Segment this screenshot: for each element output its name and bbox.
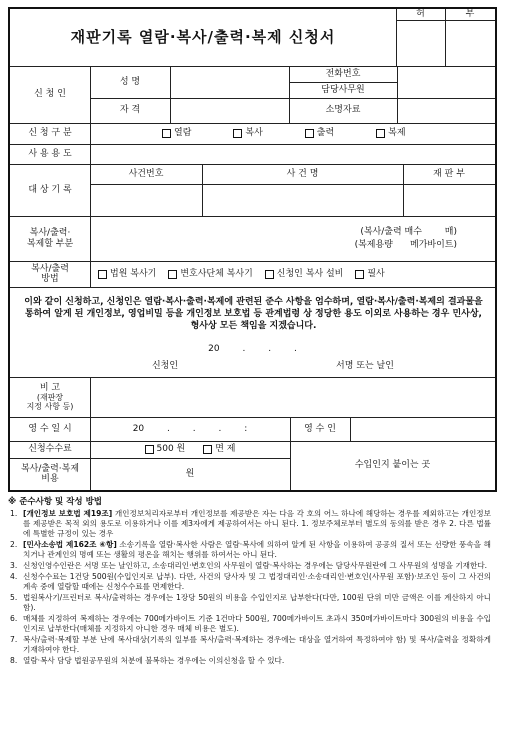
note-body: 복사/출력·복제할 부분 난에 복사대상(기록의 일부를 복사/출력·복제하는 경우에는 대상을 열거하여 특정하여야 함) 및 복사/출력을 정확하게 기재하여야 한다.: [23, 635, 491, 655]
purpose-label: 사 용 용 도: [28, 148, 72, 159]
checkbox-icon[interactable]: [305, 129, 314, 138]
fee-label: 신청수수료: [28, 444, 72, 455]
note-item: [8, 593, 497, 613]
judge-label: 재 판 부: [433, 168, 465, 179]
option-label: 변호사단체 복사기: [180, 268, 253, 279]
option-duplicate[interactable]: [376, 128, 405, 138]
note-body: 신청수수료는 1건당 500원(수입인지로 납부). 다만, 사건의 당사자 및 그 법정대리인·소송대리인·변호인(사무원 포함)·보조인 등이 그 사건의 계속 중에 열람할 때에는 신청수수료를 면제한다.: [23, 572, 491, 592]
note-number: 2.: [10, 540, 18, 550]
request-type-options: [162, 123, 492, 144]
recipient-field[interactable]: [350, 417, 495, 441]
notes-heading: ※ 준수사항 및 작성 방법: [8, 497, 103, 507]
checkbox-icon[interactable]: [168, 270, 177, 279]
approval-no-label: 부: [465, 9, 475, 20]
approval-yes-label: 허: [416, 9, 425, 20]
remarks-field[interactable]: [90, 377, 495, 417]
note-number: 7.: [10, 635, 18, 645]
declaration-text: 이와 같이 신청하고, 신청인은 열람·복사·출력·복제에 관련된 준수 사항을 엄수하며, 열람·복사/출력·복제의 결과물을 통하여 알게 된 개인정보, 영업비밀 등을 개인정보 보호법 등 관계법령 상 정당한 용도 이외로 사용하는 경우 민사상, 형사상 모든 책임을 지겠습니다.: [24, 297, 483, 332]
qualification-field[interactable]: [170, 98, 289, 123]
method-handwriting[interactable]: [355, 269, 384, 279]
signature-applicant-label: 신청인: [151, 360, 179, 371]
checkbox-icon[interactable]: [355, 270, 364, 279]
note-text: [23, 572, 497, 592]
fee-options: [90, 441, 290, 458]
note-tag: [민사소송법 제162조 ④항]: [23, 540, 117, 550]
phone-field[interactable]: [397, 66, 495, 98]
remarks-sub-line2: 지정 사항 등): [26, 402, 74, 412]
note-tag: [개인정보 보호법 제19조]: [23, 509, 113, 519]
method-bar-copier[interactable]: [168, 269, 252, 279]
option-label: 면 제: [215, 444, 236, 455]
clerk-label: 담당사무원: [321, 84, 365, 95]
option-label: 법원 복사기: [110, 268, 157, 279]
name-label: 성 명: [119, 76, 141, 87]
recipient-label: 영 수 인: [304, 423, 336, 434]
checkbox-icon[interactable]: [145, 445, 154, 454]
note-item: [8, 572, 497, 592]
option-label: 500 원: [156, 444, 186, 455]
fee-500[interactable]: [145, 444, 186, 454]
revenue-stamp-area[interactable]: 수입인지 붙이는 곳: [354, 460, 431, 471]
note-body: 열람·복사 담당 법원공무원의 처분에 불복하는 경우에는 이의신청을 할 수 있다.: [23, 656, 285, 666]
checkbox-icon[interactable]: [162, 129, 171, 138]
note-text: [23, 540, 497, 560]
copy-fee-label-line2: 비용: [41, 474, 59, 484]
purpose-field[interactable]: [90, 144, 495, 164]
method-label: [10, 261, 90, 287]
copy-fee-unit[interactable]: 원: [185, 468, 195, 479]
receipt-date-label: 영 수 일 시: [28, 423, 72, 434]
method-label-line1: 복사/출력: [31, 263, 69, 274]
copy-part-label-line2: 복제할 부분: [26, 238, 74, 249]
checkbox-icon[interactable]: [265, 270, 274, 279]
note-body: 매체를 지정하여 복제하는 경우에는 700메가바이트 기준 1건마다 500원, 700메가바이트 초과시 350메가바이트마다 300원의 비용을 수입인지로 납부한다(매체를 지정하지 아니한 경우 매체 비용은 별도).: [23, 614, 491, 634]
note-item: [8, 540, 497, 560]
option-copy[interactable]: [233, 128, 262, 138]
copy-capacity-text: (복제용량 메가바이트): [354, 240, 457, 250]
note-number: 8.: [10, 656, 18, 666]
form-title: 재판기록 열람·복사/출력·복제 신청서: [70, 27, 336, 46]
checkbox-icon[interactable]: [203, 445, 212, 454]
target-label: 대 상 기 록: [28, 184, 72, 195]
copy-part-field[interactable]: [90, 216, 495, 261]
copy-fee-label-line1: 복사/출력·복제: [20, 463, 80, 474]
note-text: [23, 593, 497, 613]
case-number-label: 사건번호: [128, 168, 164, 179]
notes-list: [8, 509, 497, 666]
note-number: 6.: [10, 614, 18, 624]
notes-section: [8, 497, 497, 666]
qualification-label: 자 격: [119, 105, 141, 116]
option-print[interactable]: [305, 128, 334, 138]
fee-exempt[interactable]: [203, 444, 235, 454]
method-label-line2: 방법: [41, 274, 59, 284]
method-options: [98, 261, 493, 287]
request-type-label: 신 청 구 분: [28, 128, 72, 139]
note-item: [8, 656, 497, 666]
remarks-sub-line1: (재판장: [36, 392, 64, 402]
remarks-title: 비 고: [39, 382, 61, 393]
note-number: 4.: [10, 572, 18, 582]
approval-no-box[interactable]: [445, 20, 495, 66]
method-court-copier[interactable]: [98, 269, 156, 279]
note-number: 5.: [10, 593, 18, 603]
copy-part-label-line1: 복사/출력·: [29, 228, 71, 239]
note-item: [8, 635, 497, 655]
option-label: 복사: [245, 128, 263, 139]
method-own-equipment[interactable]: [265, 269, 344, 279]
copy-fee-label: [10, 458, 90, 490]
copy-part-label: [10, 216, 90, 261]
checkbox-icon[interactable]: [376, 129, 385, 138]
note-text: [23, 614, 497, 634]
note-body: 개인정보처리자로부터 개인정보를 제공받은 자는 다음 각 호의 어느 하나에 해당하는 경우를 제외하고는 개인정보를 제공받은 목적 외의 용도로 이용하거나 이를 제3자에게 제공하여서는 아니 된다. 1. 정보주체로부터 별도의 동의를 받은 경우 2. 다른 법률에 특별한 규정이 있는 경우: [23, 509, 491, 539]
checkbox-icon[interactable]: [98, 270, 107, 279]
signature-sign-label[interactable]: 서명 또는 날인: [336, 360, 394, 371]
option-label: 열람: [174, 128, 192, 139]
note-item: [8, 614, 497, 634]
note-item: [8, 561, 497, 571]
option-label: 복제: [388, 128, 406, 139]
copy-pages-text: (복사/출력 매수 매): [360, 226, 457, 237]
name-field[interactable]: [170, 66, 289, 98]
note-body: 법원복사기/프린터로 복사/출력하는 경우에는 1장당 50원의 비용을 수입인지로 납부한다(다만, 100원 단위 미만 금액은 이를 계산하지 아니함).: [23, 593, 491, 613]
approval-yes-box[interactable]: [396, 20, 445, 66]
application-form: [8, 7, 497, 492]
judge-field[interactable]: [403, 184, 495, 216]
case-name-field[interactable]: [202, 184, 403, 216]
remarks-label: [10, 377, 90, 417]
note-text: [23, 561, 497, 571]
note-text: [23, 509, 497, 539]
receipt-date-field[interactable]: 20 . . . :: [132, 423, 248, 434]
option-label: 필사: [367, 268, 385, 279]
note-body: 신청인영수인란은 서명 또는 날인하고, 소송대리인·변호인의 사무원이 열람·복사하는 경우에는 담당사무원란에 그 사무원의 성명을 기재한다.: [23, 561, 488, 571]
case-name-label: 사 건 명: [286, 168, 319, 179]
documents-label: 소명자료: [325, 105, 361, 116]
documents-field[interactable]: [397, 98, 495, 123]
option-label: 신청인 복사 설비: [276, 268, 344, 279]
note-item: [8, 509, 497, 539]
applicant-label: 신 청 인: [34, 89, 66, 100]
note-number: 1.: [10, 509, 18, 519]
case-number-field[interactable]: [90, 184, 202, 216]
note-body: 소송기록을 열람·복사한 사람은 열람·복사에 의하여 알게 된 사항을 이용하여 공공의 질서 또는 선량한 풍속을 해치거나 관계인의 명예 또는 생활의 평온을 해치는 행위를 하여서는 아니 된다.: [23, 540, 491, 560]
date-line: 20 . . .: [208, 343, 297, 354]
note-number: 3.: [10, 561, 18, 571]
phone-label: 전화번호: [325, 68, 361, 79]
option-view[interactable]: [162, 128, 191, 138]
note-text: [23, 656, 497, 666]
note-text: [23, 635, 497, 655]
checkbox-icon[interactable]: [233, 129, 242, 138]
option-label: 출력: [316, 128, 335, 139]
